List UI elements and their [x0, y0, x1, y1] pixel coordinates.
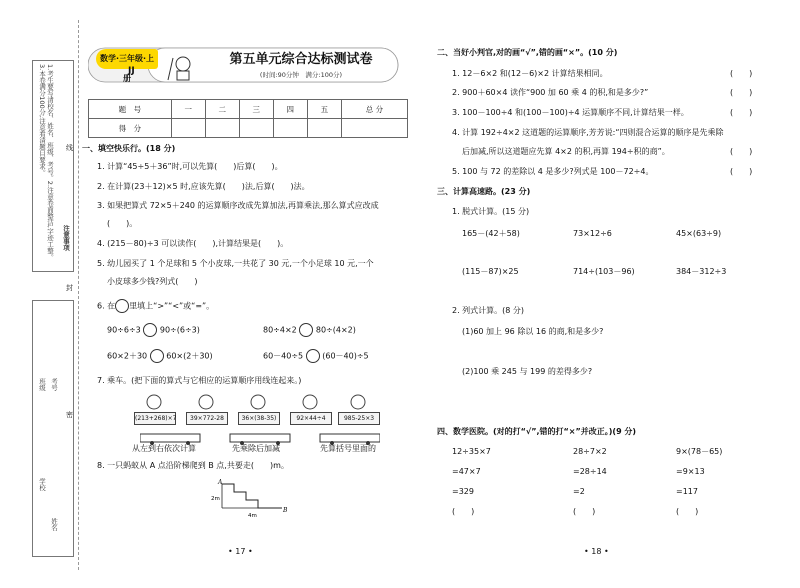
point-a: A [218, 479, 223, 486]
expr: 60－40÷5 [263, 351, 304, 361]
question-2: 2. 在计算(23＋12)×5 时,应该先算( )法,后算( )法。 [97, 182, 310, 191]
score-row [89, 119, 408, 138]
question-3b: ( )。 [107, 219, 138, 228]
seal-line [78, 20, 79, 570]
hosp-line: 12÷35×7 [452, 447, 491, 456]
question-4: 4. (215－80)÷3 可以读作( ),计算结果是( )。 [97, 239, 289, 248]
score-header-cell: 三 [239, 100, 273, 119]
hosp-line: =28÷14 [573, 467, 607, 476]
children-figures [134, 392, 384, 412]
question-1: 1. 计算“45÷5＋36”时,可以先算( )后算( )。 [97, 162, 283, 171]
score-header-cell: 二 [205, 100, 239, 119]
page-number-right: • 18 • [584, 547, 609, 556]
compare-circle-input[interactable] [306, 349, 320, 363]
hosp-paren[interactable]: ( ) [452, 507, 475, 516]
expression-card[interactable]: (213+268)×7 [134, 412, 176, 425]
score-cell[interactable] [171, 119, 205, 138]
calc-sub1: 1. 脱式计算。(15 分) [452, 207, 530, 216]
bind-label: 封 [66, 284, 73, 292]
page-title: 第五单元综合达标测试卷 [229, 52, 373, 67]
expression-card[interactable]: 36×(38-35) [238, 412, 280, 425]
q6-row2-left [107, 349, 213, 363]
question-5a: 5. 幼儿园买了 1 个足球和 5 个小皮球,一共花了 30 元,一个小足球 10 元,一个 [97, 259, 374, 268]
word-problem-1: (1)60 加上 96 除以 16 的商,和是多少? [462, 327, 604, 336]
school-label: 学校 [38, 478, 46, 491]
calc-expr: 714÷(103－96) [573, 267, 635, 276]
judge-paren[interactable]: ( ) [730, 108, 753, 117]
grade-badge: 数学·三年级·上册 [96, 49, 158, 69]
no-label: 考号 [50, 378, 58, 391]
child-face-icon [147, 395, 161, 409]
judge-3: 3. 100－100÷4 和(100－100)÷4 运算顺序不同,计算结果一样。 [452, 108, 689, 117]
score-header-cell: 题 号 [89, 100, 172, 119]
calc-expr: 165－(42＋58) [462, 229, 520, 238]
bus-label[interactable]: 从左到右依次计算 [132, 444, 196, 453]
height-label: 2m [211, 496, 220, 502]
judge-4b: 后加减,所以这道题应先算 4×2 的积,再算 194÷积的商”。 [462, 147, 670, 156]
expr: 60×(2＋30) [166, 351, 213, 361]
q6-prefix: 6. 在 [97, 301, 116, 311]
child-face-icon [351, 395, 365, 409]
hosp-line: 9×(78－65) [676, 447, 723, 456]
score-cell[interactable] [239, 119, 273, 138]
hosp-paren[interactable]: ( ) [573, 507, 596, 516]
point-b: B [283, 507, 288, 514]
judge-paren[interactable]: ( ) [730, 147, 753, 156]
section1-heading: 一、填空快乐行。(18 分) [82, 144, 176, 153]
staircase-diagram [208, 476, 298, 518]
calc-expr: (115－87)×25 [462, 267, 519, 276]
hosp-paren[interactable]: ( ) [676, 507, 699, 516]
score-header-row [89, 100, 408, 119]
q6-suffix: 里填上“>”“<”或“=”。 [129, 301, 215, 311]
question-8: 8. 一只蚂蚁从 A 点沿阶梯爬到 B 点,共要走( )m。 [97, 461, 289, 470]
question-3a: 3. 如果把算式 72×5＋240 的运算顺序改成先算加法,再算乘法,那么算式应改成 [97, 201, 379, 210]
expr: (60－40)÷5 [322, 351, 369, 361]
question-7: 7. 乘车。(把下面的算式与它相应的运算顺序用线连起来。) [97, 376, 302, 385]
compare-circle-input[interactable] [150, 349, 164, 363]
score-cell[interactable] [307, 119, 341, 138]
hosp-line: 28÷7×2 [573, 447, 607, 456]
calc-expr: 45×(63÷9) [676, 229, 722, 238]
expr: 80÷4×2 [263, 325, 297, 335]
score-header-cell: 总 分 [341, 100, 407, 119]
hosp-line: =9×13 [676, 467, 705, 476]
score-cell[interactable] [205, 119, 239, 138]
notice-label: 注意事项 [62, 225, 70, 251]
judge-paren[interactable]: ( ) [730, 69, 753, 78]
score-table [88, 99, 408, 138]
calc-expr: 73×12÷6 [573, 229, 612, 238]
child-face-icon [303, 395, 317, 409]
expr: 80÷(4×2) [315, 325, 356, 335]
seal-line-label: 线 [66, 144, 73, 152]
judge-5: 5. 100 与 72 的差除以 4 是多少?列式是 100－72÷4。 [452, 167, 654, 176]
judge-1: 1. 12－6×2 和(12－6)×2 计算结果相同。 [452, 69, 608, 78]
question-5b: 小皮球多少钱?列式( ) [107, 277, 198, 286]
score-cell[interactable] [273, 119, 307, 138]
seal-label: 密 [66, 411, 73, 419]
class-label: 班级 [38, 378, 46, 391]
compare-circle-icon [115, 299, 129, 313]
expr: 90÷6÷3 [107, 325, 141, 335]
child-face-icon [199, 395, 213, 409]
compare-circle-input[interactable] [143, 323, 157, 337]
hosp-line: =2 [573, 487, 585, 496]
name-label: 姓名 [50, 518, 58, 531]
q6-row2-right [263, 349, 369, 363]
question-6 [97, 299, 214, 313]
calc-sub2: 2. 列式计算。(8 分) [452, 306, 525, 315]
section3-heading: 三、计算高速路。(23 分) [437, 187, 531, 196]
expr: 60×2＋30 [107, 351, 148, 361]
score-row-label: 得 分 [89, 119, 172, 138]
judge-2: 2. 900＋60×4 读作“900 加 60 乘 4 的积,和是多少?” [452, 88, 649, 97]
judge-4a: 4. 计算 192÷4×2 这道题的运算顺序,芳芳说:“四则混合运算的顺序是先乘除 [452, 128, 724, 137]
child-face-icon [251, 395, 265, 409]
judge-paren[interactable]: ( ) [730, 167, 753, 176]
hosp-line: =47×7 [452, 467, 481, 476]
section4-heading: 四、数学医院。(对的打“√”,错的打“×”并改正。)(9 分) [437, 427, 637, 436]
expression-card[interactable]: 92×44÷4 [290, 412, 332, 425]
judge-paren[interactable]: ( ) [730, 88, 753, 97]
exam-subtitle: (时间:90分钟 满分:100分) [259, 71, 343, 79]
section2-heading: 二、当好小判官,对的画“√”,错的画“×”。(10 分) [437, 48, 618, 57]
hosp-line: =329 [452, 487, 474, 496]
q6-row1-left [107, 323, 200, 337]
score-header-cell: 一 [171, 100, 205, 119]
expr: 90÷(6÷3) [159, 325, 200, 335]
score-cell[interactable] [341, 119, 407, 138]
score-header-cell: 四 [273, 100, 307, 119]
bus-label[interactable]: 先乘除后加减 [232, 444, 280, 453]
calc-expr: 384－312÷3 [676, 267, 727, 276]
edition-label: JJ [128, 66, 135, 76]
expression-card[interactable]: 985-25×3 [338, 412, 380, 425]
q6-row1-right [263, 323, 356, 337]
bus-label[interactable]: 先算括号里面的 [320, 444, 376, 453]
hosp-line: =117 [676, 487, 698, 496]
compare-circle-input[interactable] [299, 323, 313, 337]
notice-tips: 1.考生要写清校名、姓名、班级、考号。2.注意卷面整洁,字迹工整。3.本卷满分100分,注意看清题目要求。 [38, 64, 54, 261]
page-number-left: • 17 • [228, 547, 253, 556]
word-problem-2: (2)100 乘 245 与 199 的差得多少? [462, 367, 593, 376]
expression-card[interactable]: 39×772-28 [186, 412, 228, 425]
score-header-cell: 五 [307, 100, 341, 119]
width-label: 4m [248, 513, 257, 518]
